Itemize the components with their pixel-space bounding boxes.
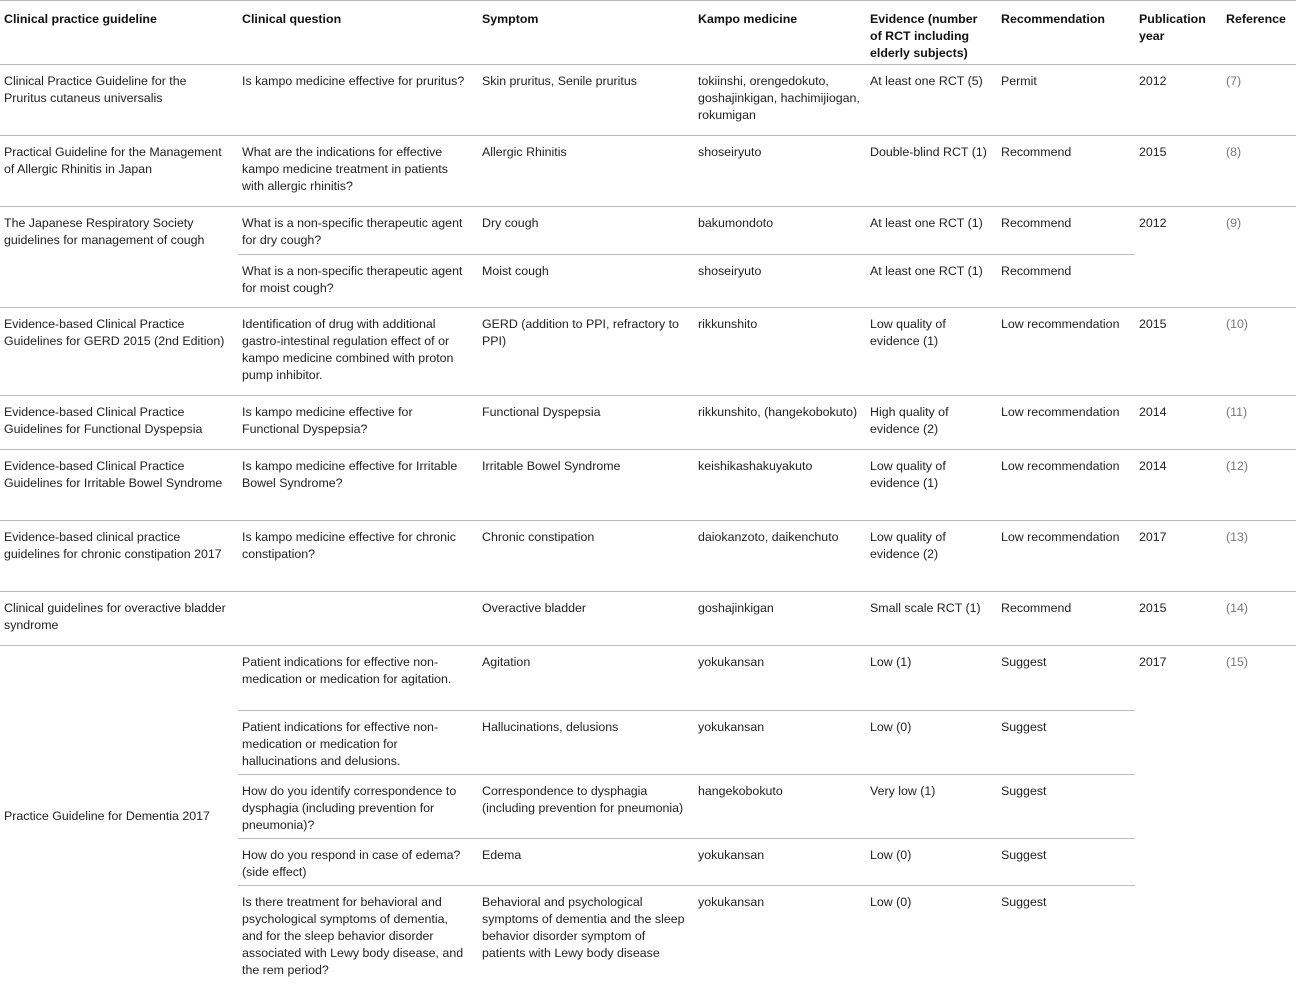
question-cell: How do you respond in case of edema? (side effect)	[238, 839, 478, 886]
table-row	[0, 136, 1296, 207]
symptom-cell: GERD (addition to PPI, refractory to PPI)	[478, 308, 694, 396]
question-cell: What is a non-specific therapeutic agent for moist cough?	[238, 255, 478, 308]
table-row	[0, 65, 1296, 136]
reference-cell: (9)	[1222, 207, 1296, 308]
kampo-cell: yokukansan	[694, 646, 866, 711]
kampo-cell: yokukansan	[694, 886, 866, 984]
evidence-cell: Low (0)	[866, 711, 997, 775]
header-guideline: Clinical practice guideline	[0, 1, 238, 65]
guideline-cell: Evidence-based Clinical Practice Guidelines for Functional Dyspepsia	[0, 396, 238, 450]
recommendation-cell: Low recommendation	[997, 308, 1135, 396]
question-cell: Is kampo medicine effective for Functional Dyspepsia?	[238, 396, 478, 450]
recommendation-cell: Recommend	[997, 592, 1135, 646]
header-symptom: Symptom	[478, 1, 694, 65]
reference-cell: (8)	[1222, 136, 1296, 207]
symptom-cell: Correspondence to dysphagia (including prevention for pneumonia)	[478, 775, 694, 839]
symptom-cell: Agitation	[478, 646, 694, 711]
kampo-cell: rikkunshito, (hangekobokuto)	[694, 396, 866, 450]
kampo-cell: goshajinkigan	[694, 592, 866, 646]
table-row	[0, 521, 1296, 592]
question-cell: What is a non-specific therapeutic agent for dry cough?	[238, 207, 478, 255]
symptom-cell: Overactive bladder	[478, 592, 694, 646]
table-row	[0, 396, 1296, 450]
symptom-cell: Behavioral and psychological symptoms of dementia and the sleep behavior disorder symptom of patients with Lewy body disease	[478, 886, 694, 984]
kampo-cell: shoseiryuto	[694, 136, 866, 207]
header-recommendation: Recommendation	[997, 1, 1135, 65]
symptom-cell: Skin pruritus, Senile pruritus	[478, 65, 694, 136]
kampo-cell: yokukansan	[694, 839, 866, 886]
guideline-cell: Practical Guideline for the Management of Allergic Rhinitis in Japan	[0, 136, 238, 207]
year-cell: 2015	[1135, 592, 1222, 646]
question-cell: Is kampo medicine effective for Irritable Bowel Syndrome?	[238, 450, 478, 521]
year-cell: 2014	[1135, 396, 1222, 450]
table-row	[0, 646, 1296, 711]
evidence-cell: At least one RCT (1)	[866, 207, 997, 255]
reference-cell: (11)	[1222, 396, 1296, 450]
evidence-cell: Very low (1)	[866, 775, 997, 839]
guideline-cell: Clinical Practice Guideline for the Pruritus cutaneus universalis	[0, 65, 238, 136]
header-kampo: Kampo medicine	[694, 1, 866, 65]
year-cell: 2015	[1135, 308, 1222, 396]
kampo-cell: daiokanzoto, daikenchuto	[694, 521, 866, 592]
question-cell: Is kampo medicine effective for chronic constipation?	[238, 521, 478, 592]
kampo-cell: rikkunshito	[694, 308, 866, 396]
kampo-cell: shoseiryuto	[694, 255, 866, 308]
guideline-cell: Practice Guideline for Dementia 2017	[0, 646, 238, 984]
guideline-cell: Evidence-based clinical practice guidelines for chronic constipation 2017	[0, 521, 238, 592]
kampo-cell: tokiinshi, orengedokuto, goshajinkigan, hachimijiogan, rokumigan	[694, 65, 866, 136]
table-row	[0, 592, 1296, 646]
header-year: Publication year	[1135, 1, 1222, 65]
question-cell	[238, 592, 478, 646]
recommendation-cell: Low recommendation	[997, 450, 1135, 521]
evidence-cell: Double-blind RCT (1)	[866, 136, 997, 207]
guideline-cell: Evidence-based Clinical Practice Guidelines for Irritable Bowel Syndrome	[0, 450, 238, 521]
recommendation-cell: Suggest	[997, 646, 1135, 711]
recommendation-cell: Suggest	[997, 886, 1135, 984]
kampo-cell: hangekobokuto	[694, 775, 866, 839]
reference-cell: (7)	[1222, 65, 1296, 136]
reference-cell: (13)	[1222, 521, 1296, 592]
reference-cell: (14)	[1222, 592, 1296, 646]
evidence-cell: Low (0)	[866, 886, 997, 984]
evidence-cell: At least one RCT (1)	[866, 255, 997, 308]
year-cell: 2012	[1135, 65, 1222, 136]
evidence-cell: Small scale RCT (1)	[866, 592, 997, 646]
year-cell: 2014	[1135, 450, 1222, 521]
year-cell: 2015	[1135, 136, 1222, 207]
recommendation-cell: Suggest	[997, 839, 1135, 886]
table-row	[0, 207, 1296, 255]
symptom-cell: Hallucinations, delusions	[478, 711, 694, 775]
question-cell: Patient indications for effective non-medication or medication for hallucinations and delusions.	[238, 711, 478, 775]
reference-cell: (12)	[1222, 450, 1296, 521]
evidence-cell: Low quality of evidence (1)	[866, 450, 997, 521]
guideline-cell: Evidence-based Clinical Practice Guidelines for GERD 2015 (2nd Edition)	[0, 308, 238, 396]
recommendation-cell: Suggest	[997, 775, 1135, 839]
kampo-cell: bakumondoto	[694, 207, 866, 255]
header-row	[0, 1, 1296, 65]
symptom-cell: Allergic Rhinitis	[478, 136, 694, 207]
symptom-cell: Irritable Bowel Syndrome	[478, 450, 694, 521]
evidence-cell: Low quality of evidence (1)	[866, 308, 997, 396]
table-row	[0, 450, 1296, 521]
header-evidence: Evidence (number of RCT including elderly subjects)	[866, 1, 997, 65]
recommendation-cell: Recommend	[997, 255, 1135, 308]
question-cell: Patient indications for effective non-medication or medication for agitation.	[238, 646, 478, 711]
year-cell: 2012	[1135, 207, 1222, 308]
symptom-cell: Chronic constipation	[478, 521, 694, 592]
reference-cell: (10)	[1222, 308, 1296, 396]
guideline-cell: The Japanese Respiratory Society guidelines for management of cough	[0, 207, 238, 308]
symptom-cell: Edema	[478, 839, 694, 886]
question-cell: How do you identify correspondence to dysphagia (including prevention for pneumonia)?	[238, 775, 478, 839]
evidence-cell: Low (0)	[866, 839, 997, 886]
year-cell: 2017	[1135, 646, 1222, 984]
recommendation-cell: Low recommendation	[997, 521, 1135, 592]
question-cell: Is kampo medicine effective for pruritus?	[238, 65, 478, 136]
table-row	[0, 308, 1296, 396]
kampo-cell: yokukansan	[694, 711, 866, 775]
question-cell: Is there treatment for behavioral and psychological symptoms of dementia, and for the sleep behavior disorder associated with Lewy body disease, and the rem period?	[238, 886, 478, 984]
kampo-cell: keishikashakuyakuto	[694, 450, 866, 521]
recommendation-cell: Low recommendation	[997, 396, 1135, 450]
header-question: Clinical question	[238, 1, 478, 65]
symptom-cell: Moist cough	[478, 255, 694, 308]
question-cell: Identification of drug with additional gastro-intestinal regulation effect of or kampo medicine combined with proton pump inhibitor.	[238, 308, 478, 396]
recommendation-cell: Suggest	[997, 711, 1135, 775]
evidence-cell: At least one RCT (5)	[866, 65, 997, 136]
symptom-cell: Dry cough	[478, 207, 694, 255]
evidence-cell: Low quality of evidence (2)	[866, 521, 997, 592]
recommendation-cell: Recommend	[997, 136, 1135, 207]
question-cell: What are the indications for effective kampo medicine treatment in patients with allergic rhinitis?	[238, 136, 478, 207]
recommendation-cell: Permit	[997, 65, 1135, 136]
symptom-cell: Functional Dyspepsia	[478, 396, 694, 450]
recommendation-cell: Recommend	[997, 207, 1135, 255]
guideline-cell: Clinical guidelines for overactive bladder syndrome	[0, 592, 238, 646]
reference-cell: (15)	[1222, 646, 1296, 984]
evidence-cell: Low (1)	[866, 646, 997, 711]
header-reference: Reference	[1222, 1, 1296, 65]
evidence-cell: High quality of evidence (2)	[866, 396, 997, 450]
year-cell: 2017	[1135, 521, 1222, 592]
